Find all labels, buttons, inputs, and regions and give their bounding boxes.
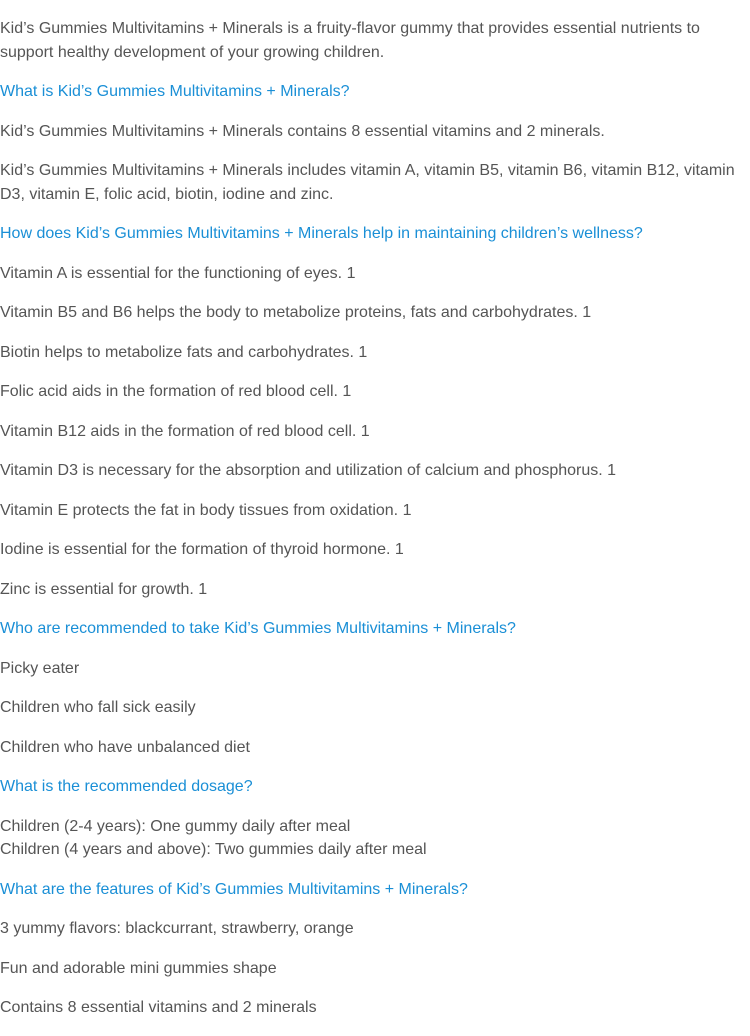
benefit-item: Vitamin E protects the fat in body tissues from oxidation. 1: [0, 501, 412, 519]
question-dosage: What is the recommended dosage?: [0, 778, 253, 795]
question-what-is: What is Kid’s Gummies Multivitamins + Minerals?: [0, 83, 350, 100]
question-features: What are the features of Kid’s Gummies Multivitamins + Minerals?: [0, 880, 468, 898]
audience-item: Children who fall sick easily: [0, 699, 196, 716]
feature-item: Contains 8 essential vitamins and 2 minerals: [0, 999, 317, 1016]
benefit-item: Vitamin B12 aids in the formation of red blood cell. 1: [0, 422, 370, 440]
dosage-line: Children (4 years and above): Two gummies daily after meal: [0, 841, 427, 858]
benefit-item: Biotin helps to metabolize fats and carbohydrates. 1: [0, 343, 368, 361]
dosage-line: Children (2-4 years): One gummy daily after meal: [0, 817, 351, 835]
benefit-item: Vitamin B5 and B6 helps the body to metabolize proteins, fats and carbohydrates. 1: [0, 304, 592, 321]
paragraph: Kid’s Gummies Multivitamins + Minerals includes vitamin A, vitamin B5, vitamin B6, vitamin B12, vitamin D3, vitamin E, folic acid, biotin, iodine and zinc.: [0, 162, 735, 203]
paragraph: Kid’s Gummies Multivitamins + Minerals contains 8 essential vitamins and 2 minerals.: [0, 122, 605, 140]
benefit-item: Vitamin D3 is necessary for the absorption and utilization of calcium and phosphorus. 1: [0, 462, 617, 479]
benefit-item: Vitamin A is essential for the functioning of eyes. 1: [0, 264, 356, 282]
audience-item: Picky eater: [0, 659, 80, 677]
benefit-item: Folic acid aids in the formation of red blood cell. 1: [0, 383, 352, 400]
article-body: [0, 17, 740, 1036]
question-who-recommended: Who are recommended to take Kid’s Gummies Multivitamins + Minerals?: [0, 620, 516, 637]
feature-item: 3 yummy flavors: blackcurrant, strawberry, orange: [0, 920, 354, 937]
intro-paragraph: Kid’s Gummies Multivitamins + Minerals is a fruity-flavor gummy that provides essential nutrients to support healthy development of your growing children.: [0, 20, 700, 61]
feature-item: Fun and adorable mini gummies shape: [0, 959, 277, 977]
benefit-item: Zinc is essential for growth. 1: [0, 580, 208, 598]
benefit-item: Iodine is essential for the formation of thyroid hormone. 1: [0, 541, 404, 558]
audience-item: Children who have unbalanced diet: [0, 738, 250, 756]
question-how-does-it-help: How does Kid’s Gummies Multivitamins + Minerals help in maintaining children’s wellness?: [0, 225, 643, 242]
